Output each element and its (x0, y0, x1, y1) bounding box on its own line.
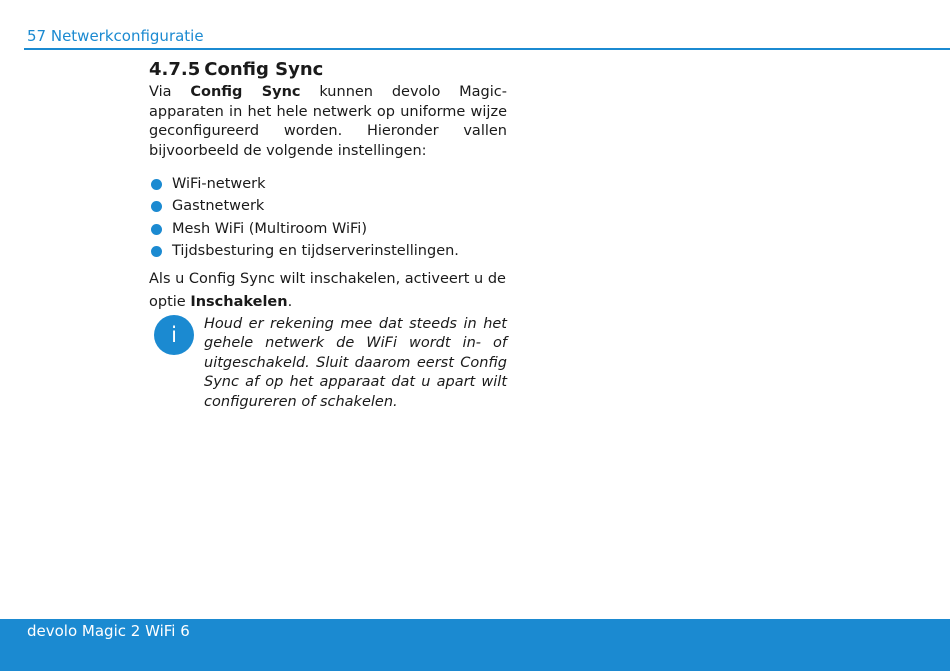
page-header-title: 57 Netwerkconfiguratie (27, 27, 204, 45)
list-item-label: Tijdsbesturing en tijdserverinstellingen. (172, 243, 459, 260)
section-number: 4.7.5 (149, 59, 201, 80)
list-item (149, 195, 507, 217)
list-item-label: WiFi-netwerk (172, 176, 266, 192)
section-heading (149, 58, 507, 82)
activate-text-before: Als u Config Sync wilt inschakelen, activeert u de optie (149, 270, 506, 310)
intro-bold-term: Config Sync (190, 84, 301, 100)
info-note-text: Houd er rekening mee dat steeds in het gehele netwerk de WiFi wordt in- of uitgeschakeld. Sluit daarom eerst Config Sync af op het apparaat dat u apart wilt configureren of schakelen. (204, 315, 507, 410)
activate-option-name: Inschakelen (190, 293, 288, 310)
info-icon: i (154, 315, 194, 355)
bullet-dot-icon (151, 201, 162, 212)
settings-list (149, 173, 507, 263)
list-item (149, 173, 507, 195)
bullet-dot-icon (151, 179, 162, 190)
footer-product-name: devolo Magic 2 WiFi 6 (27, 622, 190, 640)
list-item (149, 218, 507, 240)
info-note (149, 315, 507, 413)
activate-text-after: . (287, 293, 293, 310)
header-divider (24, 48, 950, 50)
bullet-dot-icon (151, 224, 162, 235)
footer-bar (0, 619, 950, 671)
intro-paragraph (149, 83, 507, 161)
bullet-dot-icon (151, 246, 162, 257)
section-title: Config Sync (204, 59, 324, 80)
list-item (149, 240, 507, 262)
activate-paragraph (149, 268, 507, 314)
list-item-label: Gastnetwerk (172, 198, 265, 215)
intro-text-after: kunnen devolo Magic-apparaten in het hele netwerk op uniforme wijze geconfigureerd worden. Hieronder vallen bijvoorbeeld de volgende instellingen: (149, 84, 507, 159)
list-item-label: Mesh WiFi (Multiroom WiFi) (172, 220, 367, 237)
main-content (149, 58, 507, 412)
intro-text-before: Via (149, 84, 191, 100)
